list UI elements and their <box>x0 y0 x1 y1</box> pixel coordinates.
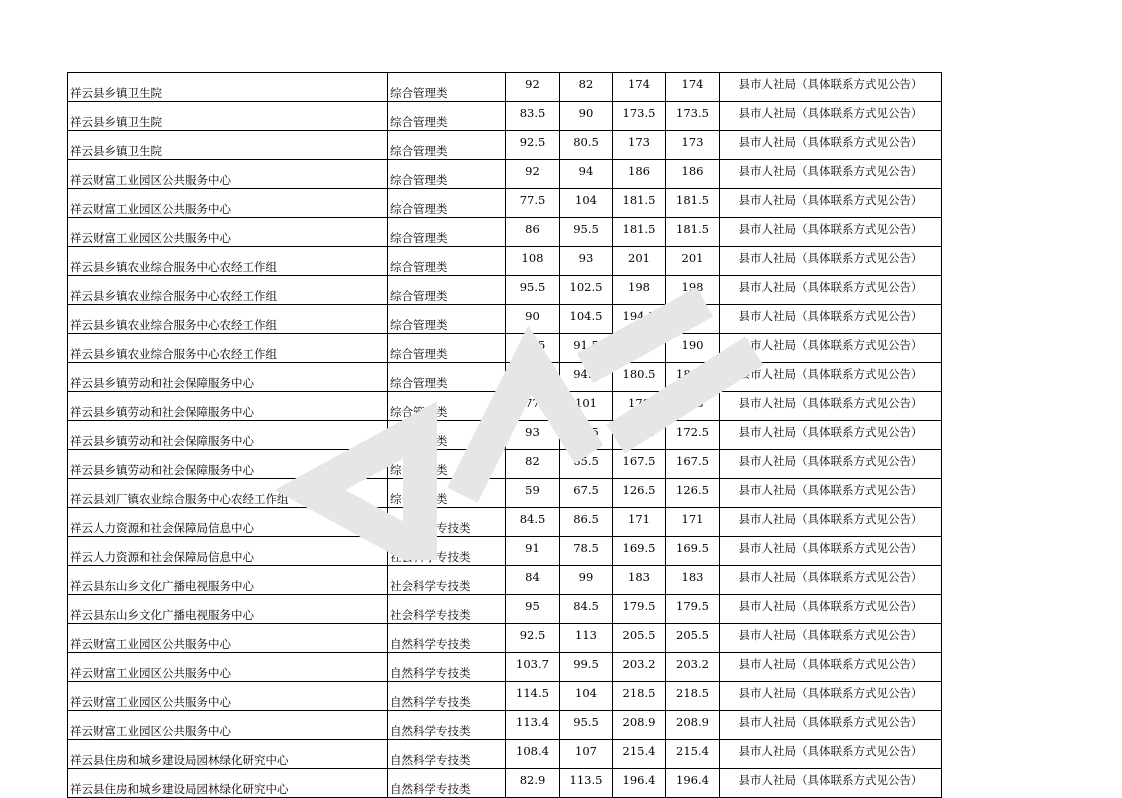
category-cell: 自然科学专技类 <box>388 624 506 653</box>
score1-cell: 92 <box>506 160 560 189</box>
total-cell: 183 <box>613 566 666 595</box>
unit-cell: 祥云县乡镇农业综合服务中心农经工作组 <box>68 276 388 305</box>
contact-note-cell: 县市人社局（具体联系方式见公告） <box>720 450 942 479</box>
total-cell: 208.9 <box>613 711 666 740</box>
unit-cell: 祥云县刘厂镇农业综合服务中心农经工作组 <box>68 479 388 508</box>
category-cell: 综合管理类 <box>388 189 506 218</box>
score2-cell: 67.5 <box>560 479 613 508</box>
total2-cell: 218.5 <box>666 682 720 711</box>
total-cell: 169.5 <box>613 537 666 566</box>
score1-cell: 84 <box>506 566 560 595</box>
table-row <box>68 479 942 508</box>
total2-cell: 174 <box>666 73 720 102</box>
total2-cell: 215.4 <box>666 740 720 769</box>
score2-cell: 78.5 <box>560 537 613 566</box>
table-row <box>68 218 942 247</box>
category-cell: 社会科学专技类 <box>388 537 506 566</box>
total-cell: 173.5 <box>613 102 666 131</box>
score2-cell: 93 <box>560 247 613 276</box>
total2-cell: 186 <box>666 160 720 189</box>
score1-cell: 90 <box>506 305 560 334</box>
category-cell: 自然科学专技类 <box>388 740 506 769</box>
total-cell: 174 <box>613 73 666 102</box>
table-row <box>68 711 942 740</box>
table-row <box>68 508 942 537</box>
total-cell: 179.5 <box>613 595 666 624</box>
table-row <box>68 189 942 218</box>
total-cell: 190 <box>613 334 666 363</box>
score2-cell: 101 <box>560 392 613 421</box>
contact-note-cell: 县市人社局（具体联系方式见公告） <box>720 508 942 537</box>
score1-cell: 113.4 <box>506 711 560 740</box>
unit-cell: 祥云县乡镇劳动和社会保障服务中心 <box>68 450 388 479</box>
contact-note-cell: 县市人社局（具体联系方式见公告） <box>720 392 942 421</box>
unit-cell: 祥云人力资源和社会保障局信息中心 <box>68 508 388 537</box>
unit-cell: 祥云财富工业园区公共服务中心 <box>68 189 388 218</box>
table-row <box>68 595 942 624</box>
contact-note-cell: 县市人社局（具体联系方式见公告） <box>720 653 942 682</box>
category-cell: 综合管理类 <box>388 160 506 189</box>
total-cell: 178 <box>613 392 666 421</box>
score2-cell: 91.5 <box>560 334 613 363</box>
total-cell: 172.5 <box>613 421 666 450</box>
total-cell: 173 <box>613 131 666 160</box>
unit-cell: 祥云县东山乡文化广播电视服务中心 <box>68 595 388 624</box>
total2-cell: 190 <box>666 334 720 363</box>
total2-cell: 201 <box>666 247 720 276</box>
unit-cell: 祥云县乡镇劳动和社会保障服务中心 <box>68 392 388 421</box>
contact-note-cell: 县市人社局（具体联系方式见公告） <box>720 276 942 305</box>
table-row <box>68 740 942 769</box>
unit-cell: 祥云县东山乡文化广播电视服务中心 <box>68 566 388 595</box>
contact-note-cell: 县市人社局（具体联系方式见公告） <box>720 740 942 769</box>
total-cell: 181.5 <box>613 218 666 247</box>
table-row <box>68 102 942 131</box>
total2-cell: 178 <box>666 392 720 421</box>
score1-cell: 108 <box>506 247 560 276</box>
table-row <box>68 653 942 682</box>
contact-note-cell: 县市人社局（具体联系方式见公告） <box>720 160 942 189</box>
contact-note-cell: 县市人社局（具体联系方式见公告） <box>720 421 942 450</box>
category-cell: 自然科学专技类 <box>388 769 506 798</box>
total-cell: 203.2 <box>613 653 666 682</box>
category-cell: 综合管理类 <box>388 131 506 160</box>
contact-note-cell: 县市人社局（具体联系方式见公告） <box>720 711 942 740</box>
score1-cell: 82 <box>506 450 560 479</box>
unit-cell: 祥云县住房和城乡建设局园林绿化研究中心 <box>68 740 388 769</box>
unit-cell: 祥云财富工业园区公共服务中心 <box>68 682 388 711</box>
total2-cell: 181.5 <box>666 189 720 218</box>
table-row <box>68 363 942 392</box>
score2-cell: 104 <box>560 682 613 711</box>
score1-cell: 92.5 <box>506 624 560 653</box>
unit-cell: 祥云县乡镇农业综合服务中心农经工作组 <box>68 334 388 363</box>
contact-note-cell: 县市人社局（具体联系方式见公告） <box>720 566 942 595</box>
score1-cell: 77.5 <box>506 189 560 218</box>
contact-note-cell: 县市人社局（具体联系方式见公告） <box>720 189 942 218</box>
unit-cell: 祥云县乡镇卫生院 <box>68 73 388 102</box>
score1-cell: 95.5 <box>506 276 560 305</box>
score2-cell: 95.5 <box>560 711 613 740</box>
contact-note-cell: 县市人社局（具体联系方式见公告） <box>720 595 942 624</box>
score1-cell: 83.5 <box>506 102 560 131</box>
score1-cell: 84.5 <box>506 508 560 537</box>
category-cell: 综合管理类 <box>388 73 506 102</box>
contact-note-cell: 县市人社局（具体联系方式见公告） <box>720 682 942 711</box>
unit-cell: 祥云财富工业园区公共服务中心 <box>68 711 388 740</box>
table-row <box>68 392 942 421</box>
category-cell: 综合管理类 <box>388 218 506 247</box>
score2-cell: 104.5 <box>560 305 613 334</box>
table-row <box>68 160 942 189</box>
table-row <box>68 276 942 305</box>
score1-cell: 92 <box>506 73 560 102</box>
total-cell: 181.5 <box>613 189 666 218</box>
total-cell: 218.5 <box>613 682 666 711</box>
table-row <box>68 769 942 798</box>
unit-cell: 祥云人力资源和社会保障局信息中心 <box>68 537 388 566</box>
unit-cell: 祥云县乡镇劳动和社会保障服务中心 <box>68 363 388 392</box>
unit-cell: 祥云财富工业园区公共服务中心 <box>68 160 388 189</box>
table-row <box>68 305 942 334</box>
total2-cell: 194.5 <box>666 305 720 334</box>
category-cell: 综合管理类 <box>388 102 506 131</box>
score1-cell: 92.5 <box>506 131 560 160</box>
total2-cell: 198 <box>666 276 720 305</box>
table-row <box>68 450 942 479</box>
score1-cell: 93 <box>506 421 560 450</box>
score2-cell: 82 <box>560 73 613 102</box>
category-cell: 自然科学专技类 <box>388 682 506 711</box>
table-row <box>68 73 942 102</box>
contact-note-cell: 县市人社局（具体联系方式见公告） <box>720 247 942 276</box>
contact-note-cell: 县市人社局（具体联系方式见公告） <box>720 624 942 653</box>
total-cell: 126.5 <box>613 479 666 508</box>
total2-cell: 173 <box>666 131 720 160</box>
score1-cell: 82.9 <box>506 769 560 798</box>
total-cell: 205.5 <box>613 624 666 653</box>
unit-cell: 祥云财富工业园区公共服务中心 <box>68 653 388 682</box>
score-table <box>67 72 942 798</box>
score1-cell: 95 <box>506 595 560 624</box>
score2-cell: 86.5 <box>560 508 613 537</box>
table-row <box>68 247 942 276</box>
total2-cell: 183 <box>666 566 720 595</box>
score2-cell: 90 <box>560 102 613 131</box>
score1-cell: 114.5 <box>506 682 560 711</box>
contact-note-cell: 县市人社局（具体联系方式见公告） <box>720 102 942 131</box>
total-cell: 194.5 <box>613 305 666 334</box>
unit-cell: 祥云县乡镇农业综合服务中心农经工作组 <box>68 305 388 334</box>
unit-cell: 祥云财富工业园区公共服务中心 <box>68 218 388 247</box>
category-cell: 综合管理类 <box>388 247 506 276</box>
total2-cell: 126.5 <box>666 479 720 508</box>
score2-cell: 79.5 <box>560 421 613 450</box>
category-cell: 综合管理类 <box>388 450 506 479</box>
score2-cell: 107 <box>560 740 613 769</box>
table-row <box>68 682 942 711</box>
contact-note-cell: 县市人社局（具体联系方式见公告） <box>720 769 942 798</box>
score2-cell: 85.5 <box>560 450 613 479</box>
table-row <box>68 421 942 450</box>
score1-cell: 59 <box>506 479 560 508</box>
total-cell: 167.5 <box>613 450 666 479</box>
unit-cell: 祥云县住房和城乡建设局园林绿化研究中心 <box>68 769 388 798</box>
total2-cell: 167.5 <box>666 450 720 479</box>
score1-cell: 86 <box>506 363 560 392</box>
total2-cell: 173.5 <box>666 102 720 131</box>
total2-cell: 172.5 <box>666 421 720 450</box>
total-cell: 215.4 <box>613 740 666 769</box>
total-cell: 186 <box>613 160 666 189</box>
total2-cell: 203.2 <box>666 653 720 682</box>
score2-cell: 104 <box>560 189 613 218</box>
contact-note-cell: 县市人社局（具体联系方式见公告） <box>720 218 942 247</box>
total-cell: 198 <box>613 276 666 305</box>
category-cell: 综合管理类 <box>388 392 506 421</box>
total2-cell: 179.5 <box>666 595 720 624</box>
table-row <box>68 566 942 595</box>
score2-cell: 94 <box>560 160 613 189</box>
total-cell: 201 <box>613 247 666 276</box>
unit-cell: 祥云县乡镇劳动和社会保障服务中心 <box>68 421 388 450</box>
category-cell: 综合管理类 <box>388 305 506 334</box>
unit-cell: 祥云县乡镇农业综合服务中心农经工作组 <box>68 247 388 276</box>
score2-cell: 80.5 <box>560 131 613 160</box>
score2-cell: 94.5 <box>560 363 613 392</box>
contact-note-cell: 县市人社局（具体联系方式见公告） <box>720 334 942 363</box>
contact-note-cell: 县市人社局（具体联系方式见公告） <box>720 305 942 334</box>
unit-cell: 祥云财富工业园区公共服务中心 <box>68 624 388 653</box>
contact-note-cell: 县市人社局（具体联系方式见公告） <box>720 537 942 566</box>
unit-cell: 祥云县乡镇卫生院 <box>68 131 388 160</box>
score2-cell: 99.5 <box>560 653 613 682</box>
score2-cell: 113.5 <box>560 769 613 798</box>
category-cell: 综合管理类 <box>388 421 506 450</box>
category-cell: 自然科学专技类 <box>388 711 506 740</box>
contact-note-cell: 县市人社局（具体联系方式见公告） <box>720 131 942 160</box>
table-row <box>68 131 942 160</box>
score1-cell: 98.5 <box>506 334 560 363</box>
category-cell: 社会科学专技类 <box>388 595 506 624</box>
category-cell: 自然科学专技类 <box>388 653 506 682</box>
category-cell: 综合管理类 <box>388 334 506 363</box>
table-row <box>68 624 942 653</box>
table-body <box>68 73 942 798</box>
score1-cell: 77 <box>506 392 560 421</box>
contact-note-cell: 县市人社局（具体联系方式见公告） <box>720 73 942 102</box>
total-cell: 196.4 <box>613 769 666 798</box>
total-cell: 171 <box>613 508 666 537</box>
score2-cell: 113 <box>560 624 613 653</box>
score1-cell: 108.4 <box>506 740 560 769</box>
total2-cell: 181.5 <box>666 218 720 247</box>
score2-cell: 84.5 <box>560 595 613 624</box>
total2-cell: 208.9 <box>666 711 720 740</box>
contact-note-cell: 县市人社局（具体联系方式见公告） <box>720 479 942 508</box>
category-cell: 综合管理类 <box>388 479 506 508</box>
total2-cell: 169.5 <box>666 537 720 566</box>
table-row <box>68 537 942 566</box>
category-cell: 社会科学专技类 <box>388 508 506 537</box>
category-cell: 综合管理类 <box>388 363 506 392</box>
total2-cell: 171 <box>666 508 720 537</box>
total2-cell: 180.5 <box>666 363 720 392</box>
score1-cell: 91 <box>506 537 560 566</box>
score1-cell: 86 <box>506 218 560 247</box>
total-cell: 180.5 <box>613 363 666 392</box>
contact-note-cell: 县市人社局（具体联系方式见公告） <box>720 363 942 392</box>
unit-cell: 祥云县乡镇卫生院 <box>68 102 388 131</box>
category-cell: 综合管理类 <box>388 276 506 305</box>
score2-cell: 99 <box>560 566 613 595</box>
score1-cell: 103.7 <box>506 653 560 682</box>
table-row <box>68 334 942 363</box>
total2-cell: 196.4 <box>666 769 720 798</box>
score2-cell: 95.5 <box>560 218 613 247</box>
category-cell: 社会科学专技类 <box>388 566 506 595</box>
score2-cell: 102.5 <box>560 276 613 305</box>
total2-cell: 205.5 <box>666 624 720 653</box>
